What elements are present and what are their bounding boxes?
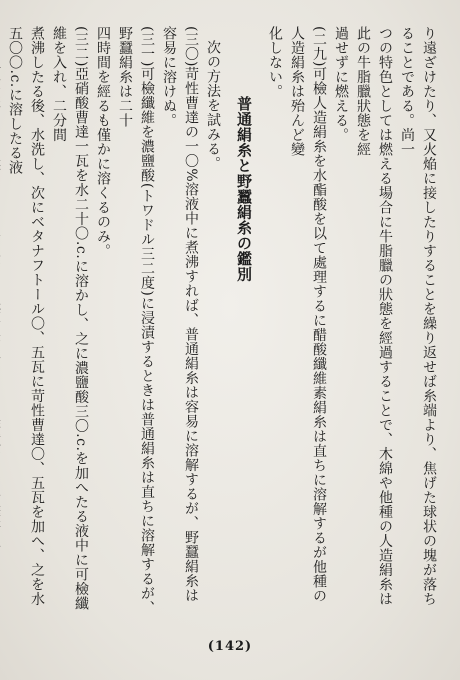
item-29-continuation: 化しない。 <box>267 26 283 99</box>
intro-line: 次の方法を試みる。 <box>205 40 221 171</box>
item-32-continuation-2 <box>0 26 4 616</box>
vertical-text-body <box>7 26 440 616</box>
item-31: (三一)可檢纖維を濃鹽酸(トワドル三二度)に浸漬するときは普通絹糸は直ちに溶解するが、野蠶絹糸は二十 <box>117 26 155 616</box>
section-heading: 普通絹糸と野蠶絹糸の鑑別 <box>235 96 253 282</box>
item-30: (三〇)苛性曹達の一〇%溶液中に煮沸すれば、普通絹糸は容易に溶解するが、野蠶絹糸は容易に溶けぬ。 <box>161 26 199 603</box>
body-line-1: り遠ざけたり、又火焔に接したりすることを繰り返せば糸端より、焦げた球状の塊が落ちることである。尚一 <box>399 26 437 606</box>
item-31-continuation: 四時間を經るも僅かに溶くるのみ。 <box>95 26 111 258</box>
item-32-continuation-1: 煮沸したる後、水洗し、次にベタナフトール〇、五瓦に苛性曹達〇、五瓦を加へ、之を水五〇〇.c.に溶したる液 <box>7 26 45 606</box>
body-line-3: 過せずに燃える。 <box>333 26 349 142</box>
body-line-2: つの特色としては燃える場合に牛脂臘の狀態を經過することで、木綿や他種の人造絹糸は此の牛脂臘狀態を經 <box>355 26 393 606</box>
page-number: (142) <box>207 639 253 654</box>
item-32: (三二)亞硝酸曹達一瓦を水二十〇.c.に溶かし、之に濃鹽酸三〇.c.を加へたる液中に可檢纖維を入れ、二分間 <box>51 26 89 611</box>
item-29: (二九)可檢人造絹糸を水酯酸を以て處理するに醋酸纖維素絹糸は直ちに溶解するが他種の人造絹糸は殆んど變 <box>289 26 327 604</box>
